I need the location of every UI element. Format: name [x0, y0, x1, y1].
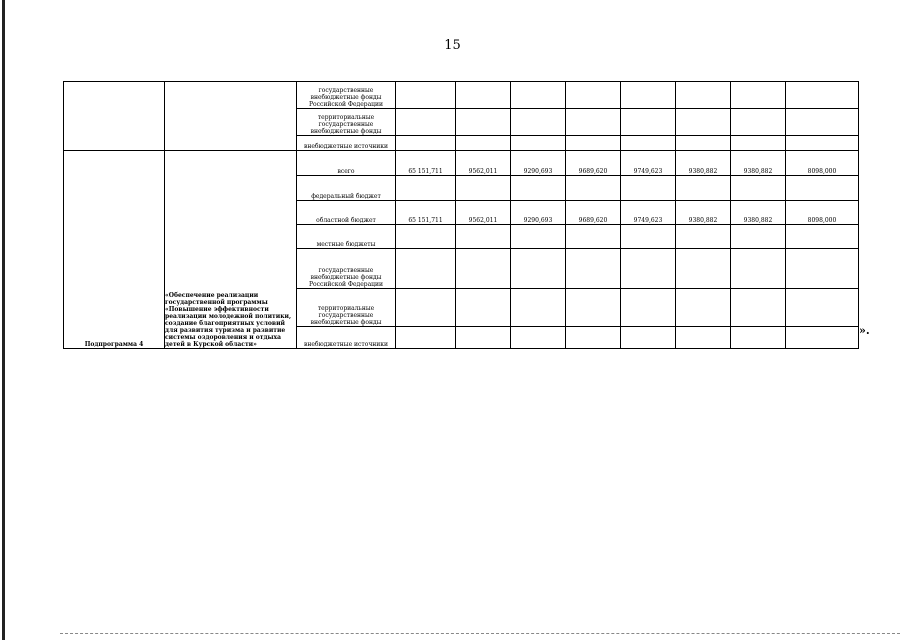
- source-cell: областной бюджет: [297, 201, 396, 225]
- value-cell: [676, 327, 731, 349]
- value-cell: [621, 176, 676, 201]
- value-cell: [786, 289, 859, 327]
- value-cell: [511, 225, 566, 249]
- value-cell: [786, 327, 859, 349]
- value-cell: [566, 289, 621, 327]
- source-cell: федеральный бюджет: [297, 176, 396, 201]
- value-cell: [396, 289, 456, 327]
- closing-quote-mark: ».: [859, 324, 870, 337]
- subprogram-label: Подпрограмма 4: [64, 151, 165, 349]
- value-cell: [511, 327, 566, 349]
- value-cell: [396, 225, 456, 249]
- value-cell: 9380,882: [731, 201, 786, 225]
- value-cell: 65 151,711: [396, 151, 456, 176]
- scan-left-border: [2, 0, 5, 640]
- source-cell: территориальные государственные внебюджетные фонды: [297, 109, 396, 136]
- value-cell: [621, 249, 676, 289]
- budget-table: [63, 81, 859, 349]
- value-cell: [676, 289, 731, 327]
- source-cell: государственные внебюджетные фонды Российской Федерации: [297, 82, 396, 109]
- value-cell: [676, 249, 731, 289]
- value-cell: 9689,620: [566, 201, 621, 225]
- value-cell: [621, 225, 676, 249]
- value-cell: [731, 249, 786, 289]
- source-cell: местные бюджеты: [297, 225, 396, 249]
- value-cell: [676, 225, 731, 249]
- value-cell: 9380,882: [731, 151, 786, 176]
- value-cell: 65 151,711: [396, 201, 456, 225]
- value-cell: [456, 327, 511, 349]
- value-cell: 8098,000: [786, 201, 859, 225]
- value-cell: [566, 327, 621, 349]
- value-cell: [621, 327, 676, 349]
- value-cell: [786, 249, 859, 289]
- value-cell: 9562,011: [456, 201, 511, 225]
- value-cell: [566, 249, 621, 289]
- source-cell: территориальные государственные внебюджетные фонды: [297, 289, 396, 327]
- value-cell: [456, 176, 511, 201]
- value-cell: [396, 176, 456, 201]
- value-cell: [511, 176, 566, 201]
- table-row: [64, 82, 859, 109]
- source-cell: государственные внебюджетные фонды Российской Федерации: [297, 249, 396, 289]
- value-cell: [456, 249, 511, 289]
- value-cell: [621, 289, 676, 327]
- value-cell: 9290,693: [511, 151, 566, 176]
- value-cell: [511, 289, 566, 327]
- empty-subprogram-cell: [64, 82, 165, 151]
- scan-bottom-line: [60, 633, 900, 634]
- value-cell: [456, 225, 511, 249]
- source-cell: внебюджетные источники: [297, 136, 396, 151]
- value-cell: 9689,620: [566, 151, 621, 176]
- value-cell: [731, 289, 786, 327]
- value-cell: [566, 176, 621, 201]
- value-cell: [786, 176, 859, 201]
- value-cell: [731, 225, 786, 249]
- value-cell: 9749,623: [621, 201, 676, 225]
- value-cell: [511, 249, 566, 289]
- page-number: 15: [444, 38, 461, 53]
- value-cell: 9380,882: [676, 151, 731, 176]
- value-cell: 9562,011: [456, 151, 511, 176]
- value-cell: [566, 225, 621, 249]
- value-cell: [396, 249, 456, 289]
- value-cell: 9749,623: [621, 151, 676, 176]
- value-cell: 9290,693: [511, 201, 566, 225]
- value-cell: [456, 289, 511, 327]
- value-cell: 8098,000: [786, 151, 859, 176]
- value-cell: [396, 327, 456, 349]
- value-cell: [731, 327, 786, 349]
- value-cell: [676, 176, 731, 201]
- source-cell: всего: [297, 151, 396, 176]
- subprogram-name: «Обеспечение реализации государственной программы «Повышение эффективности реализации молодежной политики, создание благоприятных условий для развития туризма и развитие системы оздоровления и отдыха детей в Курской области»: [165, 151, 297, 349]
- value-cell: [786, 225, 859, 249]
- source-cell: внебюджетные источники: [297, 327, 396, 349]
- value-cell: [731, 176, 786, 201]
- value-cell: 9380,882: [676, 201, 731, 225]
- empty-name-cell: [165, 82, 297, 151]
- table-row: [64, 151, 859, 176]
